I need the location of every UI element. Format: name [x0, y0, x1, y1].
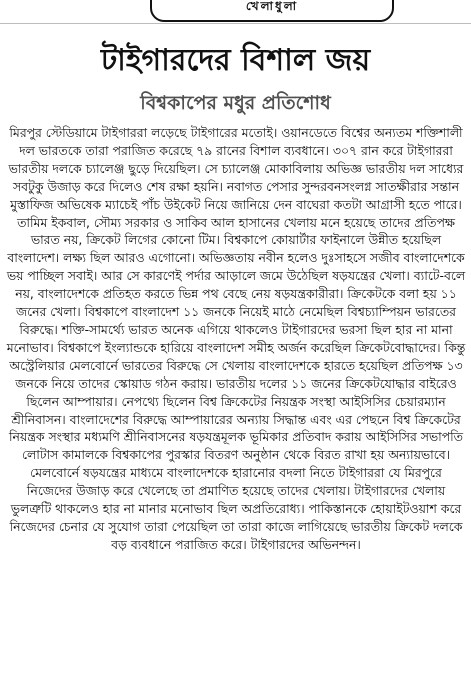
- top-rule: [0, 23, 471, 24]
- top-banner: [0, 0, 471, 34]
- section-banner-text: খেলাধুলা: [245, 0, 299, 13]
- headline: টাইগারদের বিশাল জয়: [100, 43, 371, 78]
- section-banner: [150, 0, 394, 22]
- article-paragraph: মিরপুর স্টেডিয়ামে টাইগাররা লড়েছে টাইগারের মতোই। ওয়ানডেতে বিশ্বের অন্যতম শক্তিশালী দল ভারতকে তারা পরাজিত করেছে ৭৯ রানের বিশাল ব্যবধানে। ৩০৭ রান করে টাইগাররা ভারতীয় দলকে চ্যালেঞ্জ ছুড়ে দিয়েছিল। সে চ্যালেঞ্জ মোকাবিলায় অভিজ্ঞ ভারতীয় দল সাধ্যের সবটুকু উজাড় করে দিলেও শেষ রক্ষা হয়নি। নবাগত পেসার সুন্দরবনসংলগ্ন সাতক্ষীরার সন্তান মুস্তাফিজ অভিষেক ম্যাচেই পাঁচ উইকেট নিয়ে জানিয়ে দেন বাঘেরা কতটা আগ্রাসী হতে পারে। তামিম ইকবাল, সৌম্য সরকার ও সাকিব আল হাসানের খেলায় মনে হয়েছে তাদের প্রতিপক্ষ ভারত নয়, ক্রিকেট লিগের কোনো টিম। বিশ্বকাপে কোয়ার্টার ফাইনালে উন্নীত হয়েছিল বাংলাদেশ। লক্ষ্য ছিল আরও এগোনো। অভিজ্ঞতায় নবীন হলেও দুঃসাহসে সজীব বাংলাদেশকে ভয় পাচ্ছিল সবাই। আর সে কারণেই পর্দার আড়ালে জমে উঠেছিল ষড়যন্ত্রের খেলা। ব্যাটে-বলে নয়, বাংলাদেশকে প্রতিহত করতে ভিন্ন পথ বেছে নেয় ষড়যন্ত্রকারীরা। ক্রিকেটকে বলা হয় ১১ জনের খেলা। বিশ্বকাপে বাংলাদেশ ১১ জনকে নিয়েই মাঠে নেমেছিল বিশ্বচ্যাম্পিয়ন ভারতের বিরুদ্ধে। শক্তি-সামর্থ্যে ভারত অনেক এগিয়ে থাকলেও টাইগারদের ভরসা ছিল হার না মানা মনোভাব। বিশ্বকাপে ইংল্যান্ডকে হারিয়ে বাংলাদেশ সমীহ অর্জন করেছিল ক্রিকেটবোদ্ধাদের। কিন্তু অস্ট্রেলিয়ার মেলবোর্নে ভারতের বিরুদ্ধে সে খেলায় বাংলাদেশকে হারতে হয়েছিল প্রতিপক্ষ ১৩ জনকে নিয়ে তাদের স্কোয়াড গঠন করায়। ভারতীয় দলের ১১ জনের ক্রিকেটযোদ্ধার বাইরেও ছিলেন আম্পায়ার। নেপথ্যে ছিলেন বিশ্ব ক্রিকেটের নিয়ন্ত্রক সংস্থা আইসিসির চেয়ারম্যান শ্রীনিবাসন। বাংলাদেশের বিরুদ্ধে আম্পায়ারের অন্যায় সিদ্ধান্ত এবং এর পেছনে বিশ্ব ক্রিকেটের নিয়ন্ত্রক সংস্থার মধ্যমণি শ্রীনিবাসনের ষড়যন্ত্রমূলক ভূমিকার প্রতিবাদ করায় আইসিসির সভাপতি লোটাস কামালকে বিশ্বকাপের পুরস্কার বিতরণ অনুষ্ঠান থেকে বিরত রাখা হয় অন্যায়ভাবে। মেলবোর্নে ষড়যন্ত্রের মাধ্যমে বাংলাদেশকে হারানোর বদলা নিতে টাইগাররা যে মিরপুরে নিজেদের উজাড় করে খেলেছে তা প্রমাণিত হয়েছে তাদের খেলায়। টাইগারদের খেলায় ভুলত্রুটি থাকলেও হার না মানার মনোভাব ছিল অপ্রতিরোধ্য। পাকিস্তানকে হোয়াইটওয়াশ করে নিজেদের চেনার যে সুযোগ তারা পেয়েছিল তা তারা কাজে লাগিয়েছে ভারতীয় ক্রিকেট দলকে বড় ব্যবধানে পরাজিত করে। টাইগারদের অভিনন্দন।: [6, 125, 466, 552]
- subheadline: বিশ্বকাপের মধুর প্রতিশোধ: [140, 92, 331, 114]
- article-body: [6, 124, 466, 692]
